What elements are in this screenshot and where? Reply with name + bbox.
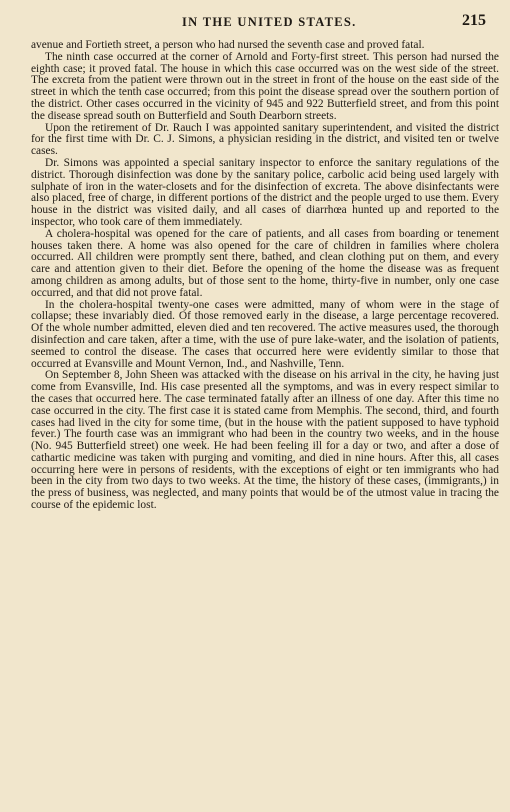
paragraph: In the cholera-hospital twenty-one cases were admitted, many of whom were in the stage of collapse; these invariably died. Of those removed early in the disease, a large percentage recovered. Of the whole number admitted, eleven died and ten recovered. The active measures used, the thorough disinfection and care taken, after a time, with the use of pure lake-water, and the isolation of patients, seemed to control the disease. The cases that occurred here were evidently similar to those that occurred at Evansville and Mount Vernon, Ind., and Nashville, Tenn.	[31, 298, 499, 370]
paragraph: A cholera-hospital was opened for the care of patients, and all cases from boarding or tenement houses taken there. A home was also opened for the care of children in families where cholera occurred. All children were promptly sent there, bathed, and clean clothing put on them, and every care and attention given to their diet. Before the opening of the home the disease was as frequent among children as among adults, but of those sent to the home, thirty-five in number, only one case occurred, and that did not prove fatal.	[31, 227, 499, 299]
body-text	[31, 40, 499, 512]
paragraph: The ninth case occurred at the corner of Arnold and Forty-first street. This person had nursed the eighth case; it proved fatal. The house in which this case occurred was on the west side of the street. The excreta from the patient were thrown out in the street in front of the house on the east side of the street in which the tenth case occurred; from this point the disease spread over the southern portion of the district. Other cases occurred in the vicinity of 945 and 922 Butterfield street, and from this point the disease spread south on Butterfield and South Dearborn streets.	[31, 50, 499, 122]
paragraph: avenue and Fortieth street, a person who had nursed the seventh case and proved fatal.	[31, 39, 425, 51]
running-title: IN THE UNITED STATES.	[182, 15, 357, 29]
paragraph: Upon the retirement of Dr. Rauch I was appointed sanitary superintendent, and visited the district for the first time with Dr. C. J. Simons, a physician residing in the district, and visited ten or twelve cases.	[31, 121, 499, 158]
paragraph: Dr. Simons was appointed a special sanitary inspector to enforce the sanitary regulations of the district. Thorough disinfection was done by the sanitary police, carbolic acid being used largely with sulphate of iron in the water-closets and for the disinfection of excreta. The above disinfectants were also placed, free of charge, in different portions of the district and the people urged to use them. Every house in the district was visited daily, and all cases of diarrhœa hunted up and reported to the inspector, who took care of them immediately.	[31, 156, 499, 228]
page-number: 215	[462, 12, 486, 29]
running-head	[31, 0, 500, 40]
paragraph: On September 8, John Sheen was attacked with the disease on his arrival in the city, he having just come from Evansville, Ind. His case presented all the symptoms, and was in every respect similar to the cases that occurred here. The case terminated fatally after an illness of one day. After this time no case occurred in the city. The first case it is stated came from Memphis. The second, third, and fourth cases had lived in the city for some time, (but in the house with the patient supposed to have typhoid fever.) The fourth case was an immigrant who had been in the country two weeks, and in the house (No. 945 Butterfield street) one week. He had been feeling ill for a day or two, and after a dose of cathartic medicine was taken with purging and vomiting, and died in nine hours. After this, all cases occurring here were in persons of residents, with the exceptions of eight or ten immigrants who had been in the city from two days to two weeks. At the time, the history of these cases, (immigrants,) in the press of business, was neglected, and many points that would be of the utmost value in tracing the course of the epidemic lost.	[31, 369, 499, 512]
